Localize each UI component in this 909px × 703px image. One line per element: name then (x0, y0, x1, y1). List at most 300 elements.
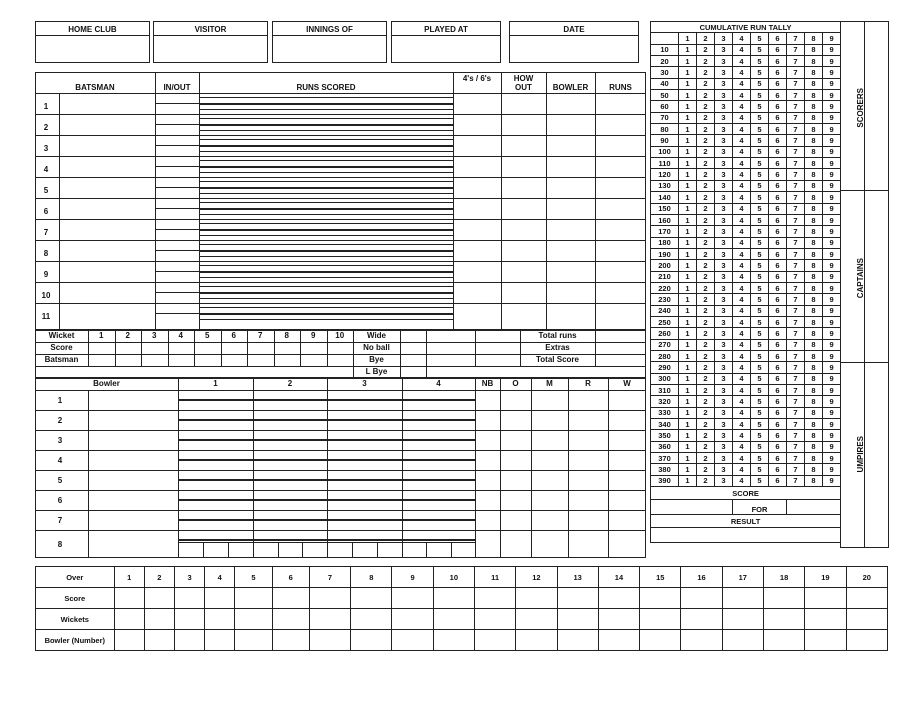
tally-cell: 8 (805, 316, 823, 327)
tally-cell: 6 (769, 260, 787, 271)
runs-line (199, 103, 453, 105)
over-number: 13 (557, 567, 598, 588)
tally-cell: 2 (697, 214, 715, 225)
wicket-number: 6 (231, 331, 236, 340)
tally-cell: 4 (733, 373, 751, 384)
over-number: 5 (235, 567, 272, 588)
ball-divider (451, 542, 452, 558)
overs-cell (272, 609, 309, 630)
batsman-number: 7 (43, 228, 49, 237)
tally-cell: 4 (733, 385, 751, 396)
runs-line (199, 145, 453, 147)
tally-cell: 3 (715, 135, 733, 146)
tally-cell: 2 (697, 419, 715, 430)
tally-row-label: 300 (651, 373, 679, 384)
tally-cell: 1 (679, 158, 697, 169)
tally-cell: 6 (769, 305, 787, 316)
overs-cell (433, 630, 474, 651)
tally-cell: 5 (751, 328, 769, 339)
tally-row-label: 360 (651, 441, 679, 452)
tally-cell: 6 (769, 158, 787, 169)
tally-cell: 3 (715, 475, 733, 486)
inout-divider (155, 166, 199, 167)
bowling-row-divider (35, 490, 646, 491)
tally-cell: 6 (769, 78, 787, 89)
tally-cell: 8 (805, 146, 823, 157)
tally-cell: 2 (697, 90, 715, 101)
ball-divider (377, 542, 378, 558)
overs-cell (763, 588, 804, 609)
tally-cell: 1 (679, 453, 697, 464)
tally-cell: 5 (751, 453, 769, 464)
tally-cell: 5 (751, 169, 769, 180)
fours-sixes-col-label: 4's / 6's (462, 74, 492, 83)
tally-cell: 4 (733, 407, 751, 418)
overs-row-label: Bowler (Number) (36, 630, 115, 651)
tally-cell: 7 (787, 135, 805, 146)
tally-cell: 2 (697, 146, 715, 157)
over-number: 7 (309, 567, 350, 588)
tally-row (651, 396, 841, 407)
tally-row-label: 280 (651, 350, 679, 361)
tally-cell: 2 (697, 396, 715, 407)
tally-row-label: 170 (651, 226, 679, 237)
tally-row-label: 310 (651, 385, 679, 396)
wicket-number: 10 (335, 331, 345, 340)
tally-cell: 3 (715, 67, 733, 78)
over-number: 17 (722, 567, 763, 588)
tally-cell: 2 (697, 67, 715, 78)
batsman-number: 11 (41, 312, 51, 321)
ball-divider (203, 542, 204, 558)
tally-cell: 6 (769, 396, 787, 407)
batsman-number: 2 (43, 123, 49, 132)
runs-line (199, 124, 453, 126)
tally-cell: 8 (805, 78, 823, 89)
overs-cell (174, 588, 204, 609)
tally-cell: 4 (733, 282, 751, 293)
tally-cell: 7 (787, 373, 805, 384)
bye-label: Bye (369, 355, 384, 364)
tally-cell: 7 (787, 78, 805, 89)
tally-cell: 4 (733, 169, 751, 180)
tally-cell: 4 (733, 339, 751, 350)
tally-cell: 1 (679, 271, 697, 282)
tally-cell: 2 (697, 339, 715, 350)
tally-cell: 8 (805, 192, 823, 203)
tally-cell: 7 (787, 112, 805, 123)
ball-divider (228, 542, 229, 558)
tally-row (651, 67, 841, 78)
tally-cell: 2 (697, 430, 715, 441)
runs-line (199, 277, 453, 278)
overs-cell (309, 588, 350, 609)
tally-row-label: 390 (651, 475, 679, 486)
tally-cell: 9 (823, 237, 841, 248)
over-line (178, 479, 475, 481)
tally-cell: 7 (787, 226, 805, 237)
tally-cell: 7 (787, 237, 805, 248)
tally-row (651, 475, 841, 486)
tally-cell: 4 (733, 248, 751, 259)
tally-row (651, 192, 841, 203)
over-number: 15 (640, 567, 681, 588)
overs-cell (846, 609, 887, 630)
tally-cell: 5 (751, 78, 769, 89)
tally-row-label: 350 (651, 430, 679, 441)
bowler-number: 6 (57, 496, 63, 505)
tally-cell: 9 (823, 294, 841, 305)
captains-label: CAPTAINS (856, 258, 865, 299)
batsman-number: 5 (43, 186, 49, 195)
tally-cell: 3 (715, 271, 733, 282)
overs-cell (205, 609, 235, 630)
tally-cell: 1 (679, 328, 697, 339)
tally-cell: 2 (697, 101, 715, 112)
tally-cell: 8 (805, 248, 823, 259)
tally-cell: 3 (715, 180, 733, 191)
played-at-label: PLAYED AT (424, 25, 468, 34)
tally-cell: 2 (697, 260, 715, 271)
tally-row-label: 150 (651, 203, 679, 214)
tally-cell: 5 (751, 407, 769, 418)
tally-cell: 9 (823, 192, 841, 203)
overs-cell (598, 630, 639, 651)
out-col-label: OUT (515, 83, 532, 92)
over-line (178, 419, 475, 421)
batting-row-divider (35, 303, 646, 304)
tally-cell: 7 (787, 441, 805, 452)
tally-cell: 5 (751, 226, 769, 237)
runs-line (199, 181, 453, 182)
tally-row (651, 260, 841, 271)
tally-cell: 8 (805, 56, 823, 67)
over-line (178, 519, 475, 521)
tally-row-label: 60 (651, 101, 679, 112)
tally-cell: 8 (805, 226, 823, 237)
tally-cell: 8 (805, 158, 823, 169)
tally-cell: 3 (715, 214, 733, 225)
tally-cell: 5 (751, 464, 769, 475)
tally-cell: 3 (715, 237, 733, 248)
tally-row-label: 30 (651, 67, 679, 78)
tally-cell: 1 (679, 248, 697, 259)
result-label: RESULT (651, 515, 841, 528)
tally-row-label: 260 (651, 328, 679, 339)
tally-cell: 8 (805, 90, 823, 101)
tally-cell: 8 (805, 453, 823, 464)
overs-cell (144, 630, 174, 651)
tally-cell: 6 (769, 169, 787, 180)
bowler-col-label: BOWLER (552, 83, 589, 92)
wicket-number: 3 (152, 331, 157, 340)
tally-row-label: 140 (651, 192, 679, 203)
runs-line (199, 118, 453, 119)
tally-cell: 3 (715, 464, 733, 475)
tally-cell: 5 (751, 385, 769, 396)
overs-cell (763, 609, 804, 630)
tally-cell: 4 (733, 124, 751, 135)
tally-row-label: 90 (651, 135, 679, 146)
overs-row (36, 567, 888, 588)
tally-row (651, 339, 841, 350)
tally-cell: 4 (733, 135, 751, 146)
tally-cell: 1 (679, 192, 697, 203)
runs-line (199, 250, 453, 252)
tally-cell: 7 (787, 67, 805, 78)
tally-cell: 6 (769, 146, 787, 157)
tally-cell: 7 (787, 44, 805, 55)
bowler-number: 1 (57, 396, 63, 405)
batting-row-divider (35, 114, 646, 115)
overs-cell (846, 588, 887, 609)
tally-cell: 3 (715, 203, 733, 214)
result-blank (651, 528, 841, 543)
tally-cell: 5 (751, 373, 769, 384)
tally-cell: 8 (805, 260, 823, 271)
tally-cell: 9 (823, 453, 841, 464)
runs-line (199, 271, 453, 273)
tally-cell: 3 (715, 248, 733, 259)
inout-divider (155, 229, 199, 230)
tally-cell: 9 (823, 158, 841, 169)
tally-cell: 1 (679, 464, 697, 475)
tally-cell: 8 (805, 180, 823, 191)
overs-cell (144, 609, 174, 630)
tally-digit: 7 (787, 33, 805, 44)
tally-cell: 2 (697, 124, 715, 135)
tally-row (651, 328, 841, 339)
over-line (178, 539, 475, 541)
batting-row-divider (35, 198, 646, 199)
bowler-number: 8 (57, 540, 63, 549)
tally-cell: 8 (805, 475, 823, 486)
m-label: M (546, 379, 553, 388)
tally-row-label: 70 (651, 112, 679, 123)
tally-row-label: 40 (651, 78, 679, 89)
tally-row-label: 330 (651, 407, 679, 418)
tally-cell: 3 (715, 260, 733, 271)
runs-line (199, 223, 453, 224)
tally-cell: 2 (697, 441, 715, 452)
tally-cell: 6 (769, 237, 787, 248)
tally-cell: 2 (697, 112, 715, 123)
tally-cell: 6 (769, 203, 787, 214)
wicket-number: 9 (311, 331, 316, 340)
score-label: Score (50, 343, 73, 352)
tally-cell: 3 (715, 430, 733, 441)
tally-cell: 9 (823, 362, 841, 373)
tally-row-label: 320 (651, 396, 679, 407)
tally-cell: 6 (769, 419, 787, 430)
tally-cell: 9 (823, 305, 841, 316)
tally-cell: 5 (751, 203, 769, 214)
overs-cell (805, 630, 846, 651)
bowling-row-divider (35, 470, 646, 471)
tally-cell: 8 (805, 135, 823, 146)
for-label: FOR (733, 500, 787, 515)
overs-cell (392, 630, 433, 651)
over-number: 8 (351, 567, 392, 588)
tally-cell: 9 (823, 248, 841, 259)
overs-cell (722, 630, 763, 651)
runs-line (199, 202, 453, 203)
tally-cell: 7 (787, 305, 805, 316)
tally-cell: 3 (715, 226, 733, 237)
tally-cell: 9 (823, 124, 841, 135)
tally-cell: 9 (823, 475, 841, 486)
runs-line (199, 109, 453, 110)
over-number: 9 (392, 567, 433, 588)
tally-cell: 1 (679, 237, 697, 248)
tally-cell: 4 (733, 396, 751, 407)
tally-cell: 2 (697, 237, 715, 248)
batsman-number: 9 (43, 270, 49, 279)
nb-label: NB (481, 379, 494, 388)
overs-cell (805, 609, 846, 630)
tally-cell: 5 (751, 430, 769, 441)
ball-divider (302, 542, 303, 558)
bowling-row-divider (35, 450, 646, 451)
tally-cell: 5 (751, 271, 769, 282)
tally-cell: 5 (751, 441, 769, 452)
tally-cell: 8 (805, 430, 823, 441)
tally-cell: 7 (787, 146, 805, 157)
runs-line (199, 256, 453, 257)
tally-row (651, 430, 841, 441)
tally-row-label: 370 (651, 453, 679, 464)
tally-cell: 7 (787, 464, 805, 475)
ball-divider (352, 542, 353, 558)
tally-cell: 4 (733, 441, 751, 452)
tally-cell: 7 (787, 248, 805, 259)
batting-row-divider (35, 240, 646, 241)
tally-cell: 1 (679, 316, 697, 327)
bowling-row-divider (35, 530, 646, 531)
inout-divider (155, 103, 199, 104)
tally-row-label: 130 (651, 180, 679, 191)
tally-row (651, 373, 841, 384)
overs-cell (205, 630, 235, 651)
batsman-label: Batsman (44, 355, 79, 364)
overs-cell (846, 630, 887, 651)
tally-cell: 4 (733, 260, 751, 271)
tally-row-label: 200 (651, 260, 679, 271)
batsman-number: 1 (43, 102, 49, 111)
tally-cell: 8 (805, 396, 823, 407)
inout-divider (155, 313, 199, 314)
tally-cell: 4 (733, 475, 751, 486)
tally-cell: 4 (733, 453, 751, 464)
tally-cell: 4 (733, 67, 751, 78)
tally-cell: 3 (715, 419, 733, 430)
tally-row-label: 210 (651, 271, 679, 282)
tally-cell: 9 (823, 407, 841, 418)
tally-cell: 2 (697, 135, 715, 146)
tally-cell: 6 (769, 464, 787, 475)
tally-cell: 4 (733, 56, 751, 67)
runs-line (199, 286, 453, 287)
tally-cell: 1 (679, 146, 697, 157)
overs-cell (763, 630, 804, 651)
wicket-number: 4 (178, 331, 183, 340)
tally-cell: 5 (751, 158, 769, 169)
tally-cell: 3 (715, 282, 733, 293)
tally-cell: 9 (823, 44, 841, 55)
tally-row (651, 101, 841, 112)
tally-cell: 1 (679, 475, 697, 486)
tally-row (651, 135, 841, 146)
tally-cell: 9 (823, 328, 841, 339)
tally-cell: 4 (733, 271, 751, 282)
tally-cell: 2 (697, 294, 715, 305)
over-number: 1 (114, 567, 144, 588)
tally-cell: 9 (823, 271, 841, 282)
tally-cell: 9 (823, 464, 841, 475)
tally-corner (651, 33, 679, 44)
tally-cell: 8 (805, 350, 823, 361)
tally-cell: 1 (679, 180, 697, 191)
tally-cell: 4 (733, 180, 751, 191)
tally-row (651, 180, 841, 191)
overs-cell (474, 609, 515, 630)
runs-line (199, 151, 453, 152)
tally-cell: 7 (787, 158, 805, 169)
tally-row-label: 340 (651, 419, 679, 430)
tally-row (651, 203, 841, 214)
tally-cell: 4 (733, 226, 751, 237)
tally-cell: 9 (823, 56, 841, 67)
overs-cell (640, 609, 681, 630)
tally-cell: 3 (715, 158, 733, 169)
wicket-number: 8 (284, 331, 289, 340)
over-number: 19 (805, 567, 846, 588)
tally-row-label: 290 (651, 362, 679, 373)
tally-cell: 7 (787, 101, 805, 112)
tally-row (651, 90, 841, 101)
score-result-label: SCORE (651, 487, 841, 500)
tally-cell: 2 (697, 78, 715, 89)
overs-cell (351, 630, 392, 651)
total-score-label: Total Score (536, 355, 579, 364)
tally-cell: 2 (697, 464, 715, 475)
ball-divider (278, 542, 279, 558)
tally-cell: 2 (697, 56, 715, 67)
overs-cell (272, 630, 309, 651)
tally-cell: 8 (805, 362, 823, 373)
runs-line (199, 313, 453, 315)
tally-cell: 7 (787, 350, 805, 361)
overs-cell (640, 630, 681, 651)
tally-cell: 8 (805, 339, 823, 350)
tally-cell: 6 (769, 56, 787, 67)
tally-row (651, 294, 841, 305)
tally-cell: 5 (751, 214, 769, 225)
overs-cell (272, 588, 309, 609)
tally-cell: 9 (823, 169, 841, 180)
tally-cell: 5 (751, 180, 769, 191)
tally-cell: 9 (823, 90, 841, 101)
tally-cell: 8 (805, 441, 823, 452)
tally-cell: 2 (697, 316, 715, 327)
scorers-label: SCORERS (856, 88, 865, 128)
tally-digit: 5 (751, 33, 769, 44)
tally-cell: 9 (823, 203, 841, 214)
tally-cell: 6 (769, 192, 787, 203)
tally-cell: 3 (715, 362, 733, 373)
tally-row (651, 464, 841, 475)
tally-cell: 5 (751, 101, 769, 112)
